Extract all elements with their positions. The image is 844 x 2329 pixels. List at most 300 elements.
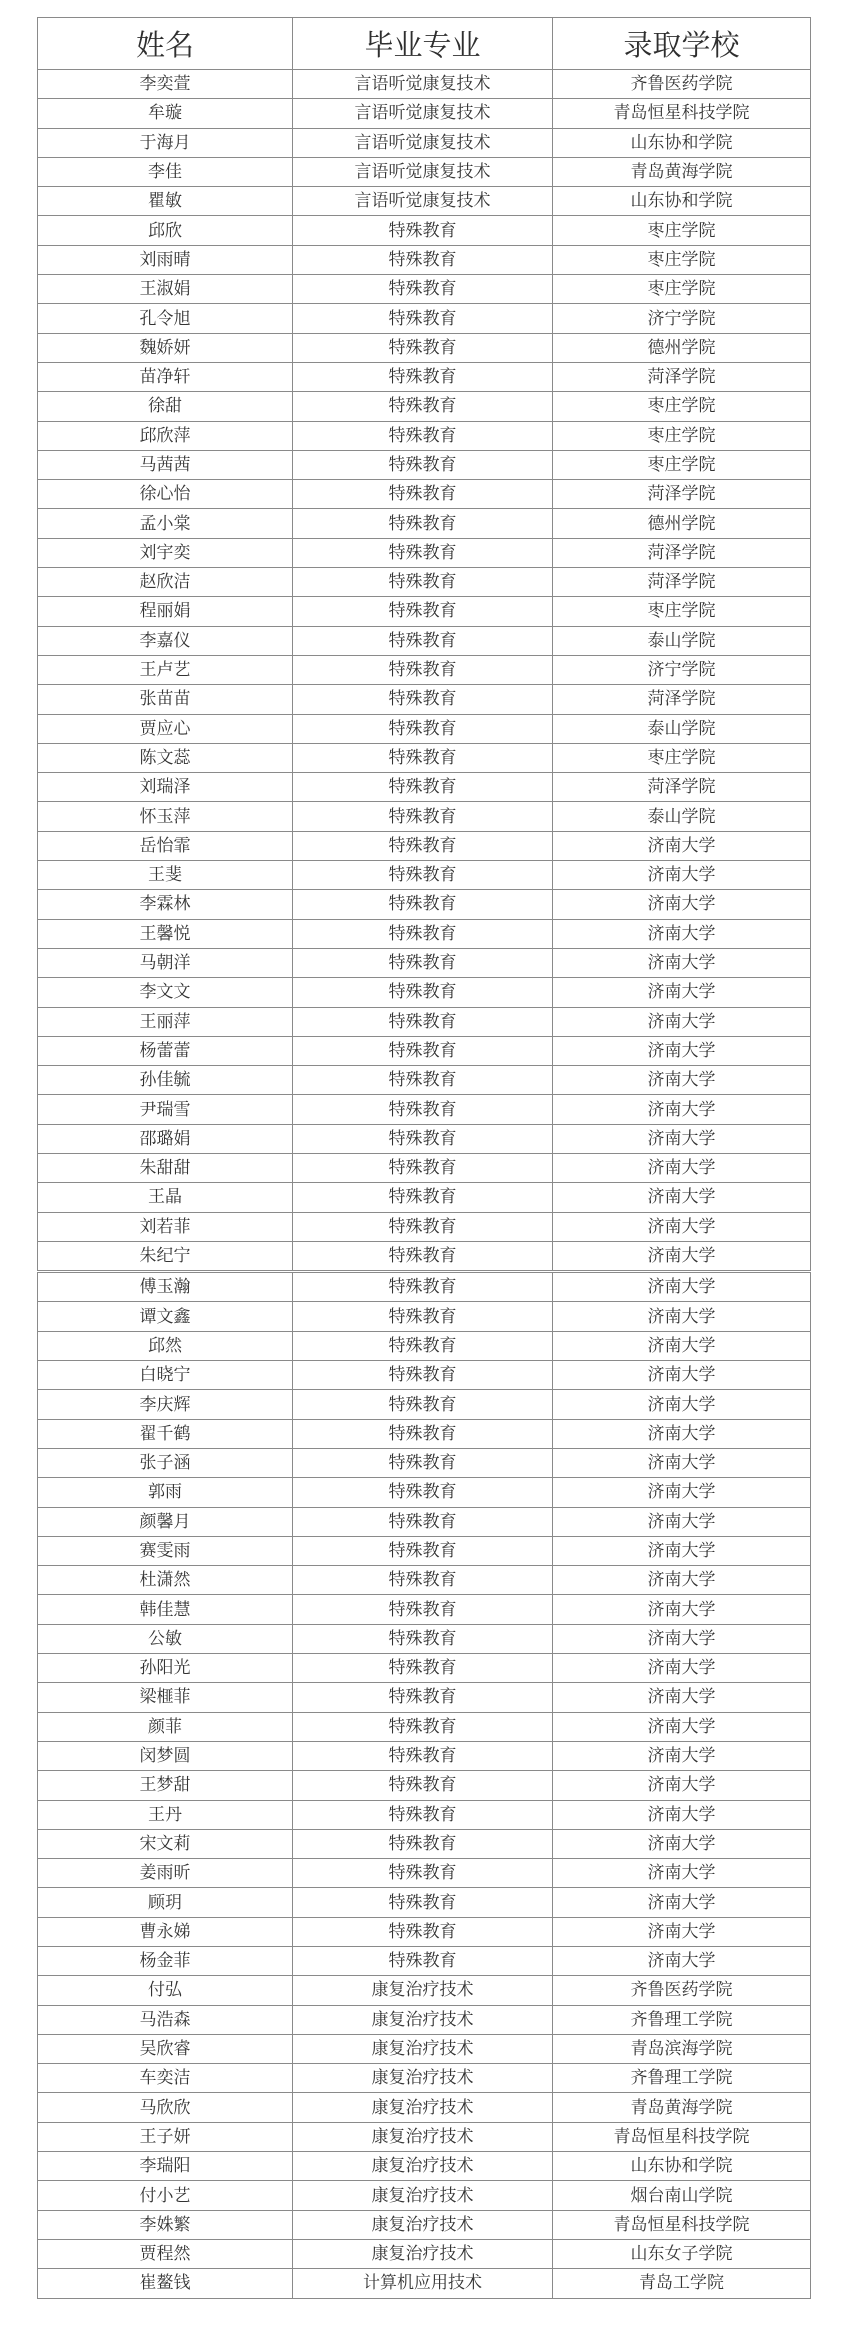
- table-row: [38, 128, 811, 157]
- cell-name: 杨金菲: [38, 1947, 293, 1976]
- table-row: [38, 1595, 811, 1624]
- cell-name: 曹永娣: [38, 1917, 293, 1946]
- cell-major: 特殊教育: [293, 743, 553, 772]
- cell-major: 特殊教育: [293, 1331, 553, 1360]
- cell-major: 康复治疗技术: [293, 2005, 553, 2034]
- cell-school: 泰山学院: [553, 802, 811, 831]
- cell-major: 特殊教育: [293, 1800, 553, 1829]
- table-row: [38, 1302, 811, 1331]
- cell-major: 康复治疗技术: [293, 2064, 553, 2093]
- cell-name: 公敏: [38, 1624, 293, 1653]
- cell-name: 车奕洁: [38, 2064, 293, 2093]
- cell-school: 济南大学: [553, 1095, 811, 1124]
- table-row: [38, 1448, 811, 1477]
- cell-school: 济南大学: [553, 1917, 811, 1946]
- cell-name: 翟千鹤: [38, 1419, 293, 1448]
- cell-major: 计算机应用技术: [293, 2269, 553, 2298]
- table-row: [38, 1212, 811, 1241]
- cell-school: 济南大学: [553, 1241, 811, 1271]
- cell-school: 济南大学: [553, 1124, 811, 1153]
- table-row: [38, 187, 811, 216]
- table-row: [38, 1390, 811, 1419]
- cell-major: 特殊教育: [293, 626, 553, 655]
- cell-name: 徐心怡: [38, 480, 293, 509]
- cell-name: 马浩森: [38, 2005, 293, 2034]
- cell-school: 菏泽学院: [553, 480, 811, 509]
- cell-name: 王晶: [38, 1183, 293, 1212]
- cell-name: 吴欣睿: [38, 2034, 293, 2063]
- cell-school: 济南大学: [553, 1066, 811, 1095]
- table-row: [38, 568, 811, 597]
- cell-major: 特殊教育: [293, 1829, 553, 1858]
- cell-major: 特殊教育: [293, 1536, 553, 1565]
- table-row: [38, 743, 811, 772]
- table-row: [38, 2210, 811, 2239]
- table-row: [38, 1976, 811, 2005]
- cell-name: 怀玉萍: [38, 802, 293, 831]
- cell-major: 特殊教育: [293, 1212, 553, 1241]
- cell-major: 特殊教育: [293, 948, 553, 977]
- cell-major: 特殊教育: [293, 597, 553, 626]
- cell-school: 济南大学: [553, 1624, 811, 1653]
- table-row: [38, 2005, 811, 2034]
- cell-school: 青岛恒星科技学院: [553, 2210, 811, 2239]
- table-row: [38, 626, 811, 655]
- cell-name: 徐甜: [38, 392, 293, 421]
- cell-school: 济南大学: [553, 1741, 811, 1770]
- cell-school: 济南大学: [553, 1302, 811, 1331]
- cell-school: 济南大学: [553, 1036, 811, 1065]
- table-row: [38, 1654, 811, 1683]
- cell-school: 济南大学: [553, 1536, 811, 1565]
- cell-name: 傅玉瀚: [38, 1272, 293, 1302]
- cell-name: 刘瑞泽: [38, 773, 293, 802]
- cell-name: 马朝洋: [38, 948, 293, 977]
- cell-school: 泰山学院: [553, 626, 811, 655]
- table-row: [38, 2122, 811, 2151]
- table-row: [38, 392, 811, 421]
- table-row: [38, 948, 811, 977]
- cell-school: 齐鲁理工学院: [553, 2064, 811, 2093]
- cell-name: 贾程然: [38, 2239, 293, 2268]
- cell-major: 特殊教育: [293, 1683, 553, 1712]
- cell-school: 济南大学: [553, 1153, 811, 1182]
- cell-major: 言语听觉康复技术: [293, 99, 553, 128]
- cell-major: 康复治疗技术: [293, 2152, 553, 2181]
- table-row: [38, 1917, 811, 1946]
- cell-school: 济南大学: [553, 1771, 811, 1800]
- admission-list-document: [37, 17, 810, 2299]
- cell-major: 言语听觉康复技术: [293, 128, 553, 157]
- cell-major: 康复治疗技术: [293, 2034, 553, 2063]
- cell-school: 枣庄学院: [553, 450, 811, 479]
- cell-name: 王斐: [38, 861, 293, 890]
- table-row: [38, 597, 811, 626]
- cell-major: 特殊教育: [293, 1124, 553, 1153]
- cell-major: 特殊教育: [293, 919, 553, 948]
- cell-name: 王卢艺: [38, 655, 293, 684]
- table-row: [38, 685, 811, 714]
- table-row: [38, 1331, 811, 1360]
- cell-major: 言语听觉康复技术: [293, 187, 553, 216]
- cell-name: 瞿敏: [38, 187, 293, 216]
- table-row: [38, 421, 811, 450]
- table-row: [38, 1741, 811, 1770]
- table-row: [38, 1272, 811, 1302]
- cell-school: 济南大学: [553, 1448, 811, 1477]
- table-row: [38, 861, 811, 890]
- cell-school: 齐鲁医药学院: [553, 1976, 811, 2005]
- cell-major: 特殊教育: [293, 275, 553, 304]
- table-row: [38, 1183, 811, 1212]
- cell-school: 枣庄学院: [553, 275, 811, 304]
- cell-school: 枣庄学院: [553, 392, 811, 421]
- table-row: [38, 538, 811, 567]
- cell-major: 特殊教育: [293, 1153, 553, 1182]
- cell-school: 菏泽学院: [553, 685, 811, 714]
- cell-name: 孔令旭: [38, 304, 293, 333]
- cell-name: 苗净轩: [38, 362, 293, 391]
- table-row: [38, 509, 811, 538]
- table-row: [38, 480, 811, 509]
- table-row: [38, 275, 811, 304]
- table-row: [38, 802, 811, 831]
- table-row: [38, 1241, 811, 1271]
- cell-name: 马茜茜: [38, 450, 293, 479]
- cell-school: 济南大学: [553, 1507, 811, 1536]
- cell-major: 特殊教育: [293, 538, 553, 567]
- cell-major: 特殊教育: [293, 685, 553, 714]
- table-row: [38, 2093, 811, 2122]
- cell-name: 孙佳毓: [38, 1066, 293, 1095]
- cell-school: 济宁学院: [553, 304, 811, 333]
- cell-name: 刘宇奕: [38, 538, 293, 567]
- cell-school: 枣庄学院: [553, 597, 811, 626]
- cell-name: 邵璐娟: [38, 1124, 293, 1153]
- cell-major: 特殊教育: [293, 978, 553, 1007]
- table-row: [38, 99, 811, 128]
- cell-school: 青岛恒星科技学院: [553, 2122, 811, 2151]
- header-name: 姓名: [38, 18, 293, 70]
- cell-school: 济南大学: [553, 1947, 811, 1976]
- cell-major: 特殊教育: [293, 1183, 553, 1212]
- cell-name: 杨蕾蕾: [38, 1036, 293, 1065]
- cell-major: 康复治疗技术: [293, 2093, 553, 2122]
- cell-major: 特殊教育: [293, 1066, 553, 1095]
- cell-name: 魏娇妍: [38, 333, 293, 362]
- table-row: [38, 773, 811, 802]
- header-major: 毕业专业: [293, 18, 553, 70]
- cell-major: 特殊教育: [293, 1241, 553, 1271]
- cell-name: 李嘉仪: [38, 626, 293, 655]
- table-row: [38, 1153, 811, 1182]
- cell-major: 特殊教育: [293, 1654, 553, 1683]
- table-row: [38, 1419, 811, 1448]
- cell-major: 特殊教育: [293, 1771, 553, 1800]
- cell-school: 齐鲁医药学院: [553, 70, 811, 99]
- cell-name: 李奕萱: [38, 70, 293, 99]
- cell-name: 郭雨: [38, 1478, 293, 1507]
- cell-name: 王丽萍: [38, 1007, 293, 1036]
- cell-name: 牟璇: [38, 99, 293, 128]
- table-row: [38, 450, 811, 479]
- table-row: [38, 1683, 811, 1712]
- cell-name: 孟小棠: [38, 509, 293, 538]
- cell-name: 李姝繁: [38, 2210, 293, 2239]
- cell-name: 顾玥: [38, 1888, 293, 1917]
- cell-major: 特殊教育: [293, 1624, 553, 1653]
- cell-major: 康复治疗技术: [293, 2122, 553, 2151]
- cell-school: 济南大学: [553, 1654, 811, 1683]
- cell-major: 特殊教育: [293, 1859, 553, 1888]
- cell-name: 付弘: [38, 1976, 293, 2005]
- table-row: [38, 919, 811, 948]
- cell-school: 济南大学: [553, 1800, 811, 1829]
- cell-name: 程丽娟: [38, 597, 293, 626]
- cell-school: 济南大学: [553, 890, 811, 919]
- cell-school: 济南大学: [553, 1183, 811, 1212]
- table-row: [38, 157, 811, 186]
- cell-school: 菏泽学院: [553, 773, 811, 802]
- cell-school: 济南大学: [553, 948, 811, 977]
- table-row: [38, 890, 811, 919]
- cell-school: 济南大学: [553, 1712, 811, 1741]
- table-row: [38, 1800, 811, 1829]
- cell-school: 济南大学: [553, 1478, 811, 1507]
- cell-name: 岳怡霏: [38, 831, 293, 860]
- cell-major: 特殊教育: [293, 773, 553, 802]
- table-row: [38, 1859, 811, 1888]
- cell-name: 王子妍: [38, 2122, 293, 2151]
- cell-school: 枣庄学院: [553, 216, 811, 245]
- cell-school: 山东女子学院: [553, 2239, 811, 2268]
- cell-school: 泰山学院: [553, 714, 811, 743]
- cell-name: 颜菲: [38, 1712, 293, 1741]
- table-row: [38, 1829, 811, 1858]
- cell-major: 特殊教育: [293, 1566, 553, 1595]
- cell-major: 特殊教育: [293, 861, 553, 890]
- cell-school: 济宁学院: [553, 655, 811, 684]
- cell-name: 邱然: [38, 1331, 293, 1360]
- cell-school: 济南大学: [553, 1859, 811, 1888]
- cell-school: 济南大学: [553, 1888, 811, 1917]
- cell-major: 特殊教育: [293, 1302, 553, 1331]
- table-row: [38, 216, 811, 245]
- table-row: [38, 1771, 811, 1800]
- cell-school: 德州学院: [553, 509, 811, 538]
- cell-name: 陈文蕊: [38, 743, 293, 772]
- cell-name: 邱欣萍: [38, 421, 293, 450]
- cell-major: 特殊教育: [293, 392, 553, 421]
- cell-major: 特殊教育: [293, 245, 553, 274]
- cell-name: 李霖林: [38, 890, 293, 919]
- header-school: 录取学校: [553, 18, 811, 70]
- table-row: [38, 1712, 811, 1741]
- cell-major: 特殊教育: [293, 802, 553, 831]
- cell-major: 特殊教育: [293, 1419, 553, 1448]
- cell-name: 孙阳光: [38, 1654, 293, 1683]
- cell-major: 特殊教育: [293, 216, 553, 245]
- cell-school: 济南大学: [553, 1595, 811, 1624]
- cell-school: 菏泽学院: [553, 568, 811, 597]
- table-row: [38, 655, 811, 684]
- cell-school: 青岛恒星科技学院: [553, 99, 811, 128]
- cell-name: 王丹: [38, 1800, 293, 1829]
- cell-major: 特殊教育: [293, 450, 553, 479]
- cell-major: 特殊教育: [293, 362, 553, 391]
- cell-major: 特殊教育: [293, 1888, 553, 1917]
- cell-major: 特殊教育: [293, 1390, 553, 1419]
- cell-major: 康复治疗技术: [293, 2181, 553, 2210]
- table-row: [38, 1624, 811, 1653]
- cell-school: 菏泽学院: [553, 362, 811, 391]
- cell-name: 李瑞阳: [38, 2152, 293, 2181]
- table-row: [38, 1536, 811, 1565]
- cell-major: 特殊教育: [293, 1361, 553, 1390]
- cell-name: 李文文: [38, 978, 293, 1007]
- table-row: [38, 362, 811, 391]
- cell-school: 济南大学: [553, 1212, 811, 1241]
- cell-name: 邱欣: [38, 216, 293, 245]
- cell-name: 李佳: [38, 157, 293, 186]
- cell-name: 闵梦圆: [38, 1741, 293, 1770]
- table-row: [38, 1124, 811, 1153]
- cell-major: 特殊教育: [293, 568, 553, 597]
- cell-name: 张子涵: [38, 1448, 293, 1477]
- cell-name: 马欣欣: [38, 2093, 293, 2122]
- table-row: [38, 2239, 811, 2268]
- cell-major: 特殊教育: [293, 1448, 553, 1477]
- cell-school: 青岛黄海学院: [553, 157, 811, 186]
- table-row: [38, 2152, 811, 2181]
- cell-major: 康复治疗技术: [293, 1976, 553, 2005]
- table-row: [38, 1478, 811, 1507]
- cell-name: 韩佳慧: [38, 1595, 293, 1624]
- cell-name: 朱甜甜: [38, 1153, 293, 1182]
- cell-major: 特殊教育: [293, 1595, 553, 1624]
- table-body: [38, 70, 811, 2299]
- table-row: [38, 2064, 811, 2093]
- cell-name: 刘雨晴: [38, 245, 293, 274]
- cell-major: 特殊教育: [293, 421, 553, 450]
- table-row: [38, 2181, 811, 2210]
- cell-name: 姜雨昕: [38, 1859, 293, 1888]
- cell-major: 特殊教育: [293, 1095, 553, 1124]
- cell-school: 济南大学: [553, 1683, 811, 1712]
- cell-school: 齐鲁理工学院: [553, 2005, 811, 2034]
- cell-major: 特殊教育: [293, 480, 553, 509]
- cell-major: 特殊教育: [293, 831, 553, 860]
- cell-school: 枣庄学院: [553, 421, 811, 450]
- cell-school: 济南大学: [553, 1566, 811, 1595]
- cell-name: 刘若菲: [38, 1212, 293, 1241]
- cell-school: 枣庄学院: [553, 245, 811, 274]
- table-row: [38, 2269, 811, 2298]
- cell-major: 特殊教育: [293, 1507, 553, 1536]
- cell-school: 济南大学: [553, 919, 811, 948]
- cell-school: 济南大学: [553, 831, 811, 860]
- cell-school: 山东协和学院: [553, 128, 811, 157]
- table-row: [38, 1361, 811, 1390]
- table-row: [38, 1888, 811, 1917]
- cell-school: 济南大学: [553, 1007, 811, 1036]
- table-row: [38, 1095, 811, 1124]
- cell-school: 济南大学: [553, 978, 811, 1007]
- cell-name: 李庆辉: [38, 1390, 293, 1419]
- cell-name: 杜潇然: [38, 1566, 293, 1595]
- cell-major: 特殊教育: [293, 1741, 553, 1770]
- cell-major: 特殊教育: [293, 1007, 553, 1036]
- cell-school: 济南大学: [553, 1390, 811, 1419]
- cell-major: 特殊教育: [293, 1036, 553, 1065]
- cell-major: 特殊教育: [293, 333, 553, 362]
- cell-school: 菏泽学院: [553, 538, 811, 567]
- table-row: [38, 1566, 811, 1595]
- header-row: [38, 18, 811, 70]
- cell-name: 崔鳌钱: [38, 2269, 293, 2298]
- table-row: [38, 1066, 811, 1095]
- cell-school: 青岛滨海学院: [553, 2034, 811, 2063]
- cell-major: 言语听觉康复技术: [293, 70, 553, 99]
- cell-name: 赵欣洁: [38, 568, 293, 597]
- cell-name: 谭文鑫: [38, 1302, 293, 1331]
- cell-school: 山东协和学院: [553, 2152, 811, 2181]
- table-row: [38, 978, 811, 1007]
- cell-major: 特殊教育: [293, 714, 553, 743]
- table-row: [38, 70, 811, 99]
- table-row: [38, 304, 811, 333]
- cell-major: 特殊教育: [293, 304, 553, 333]
- cell-school: 济南大学: [553, 1419, 811, 1448]
- cell-major: 特殊教育: [293, 1917, 553, 1946]
- table-row: [38, 1036, 811, 1065]
- table-row: [38, 333, 811, 362]
- cell-name: 付小艺: [38, 2181, 293, 2210]
- cell-school: 济南大学: [553, 861, 811, 890]
- cell-major: 特殊教育: [293, 1712, 553, 1741]
- cell-major: 特殊教育: [293, 1947, 553, 1976]
- cell-name: 贾应心: [38, 714, 293, 743]
- cell-major: 特殊教育: [293, 890, 553, 919]
- cell-school: 山东协和学院: [553, 187, 811, 216]
- cell-name: 于海月: [38, 128, 293, 157]
- table-row: [38, 245, 811, 274]
- cell-major: 特殊教育: [293, 1272, 553, 1302]
- cell-school: 济南大学: [553, 1272, 811, 1302]
- cell-name: 朱纪宁: [38, 1241, 293, 1271]
- cell-name: 颜馨月: [38, 1507, 293, 1536]
- table-row: [38, 1947, 811, 1976]
- cell-name: 梁榧菲: [38, 1683, 293, 1712]
- cell-major: 特殊教育: [293, 655, 553, 684]
- cell-school: 烟台南山学院: [553, 2181, 811, 2210]
- cell-school: 德州学院: [553, 333, 811, 362]
- cell-name: 赛雯雨: [38, 1536, 293, 1565]
- cell-major: 康复治疗技术: [293, 2210, 553, 2239]
- table-row: [38, 714, 811, 743]
- table-row: [38, 1507, 811, 1536]
- cell-school: 济南大学: [553, 1829, 811, 1858]
- cell-major: 康复治疗技术: [293, 2239, 553, 2268]
- cell-name: 王淑娟: [38, 275, 293, 304]
- cell-name: 王梦甜: [38, 1771, 293, 1800]
- cell-name: 张苗苗: [38, 685, 293, 714]
- table-row: [38, 1007, 811, 1036]
- cell-major: 特殊教育: [293, 509, 553, 538]
- cell-school: 济南大学: [553, 1361, 811, 1390]
- cell-school: 青岛黄海学院: [553, 2093, 811, 2122]
- cell-name: 王馨悦: [38, 919, 293, 948]
